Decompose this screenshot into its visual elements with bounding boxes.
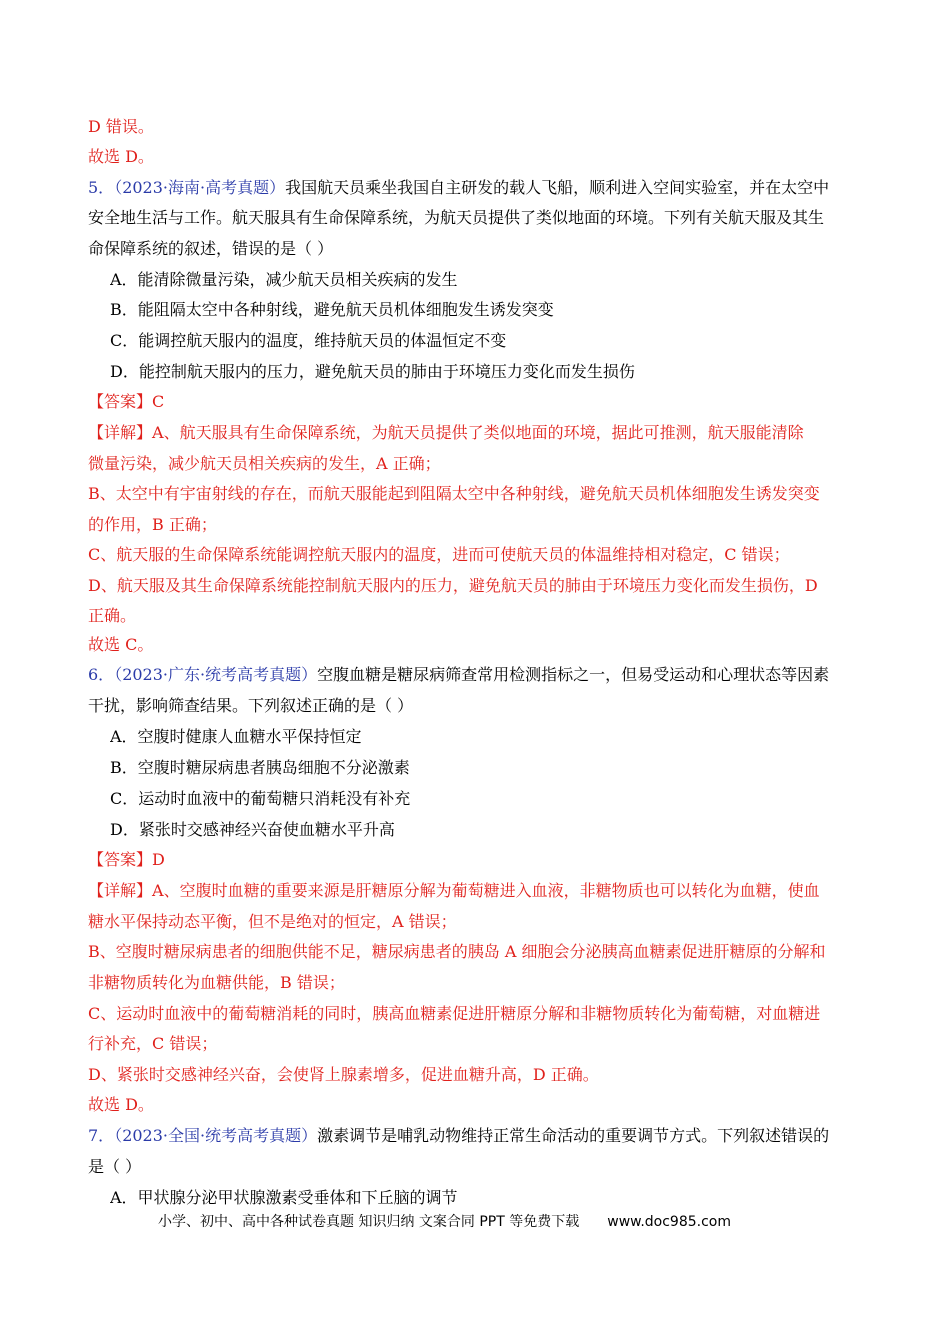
prev-conclusion: 故选 D。 — [88, 147, 154, 166]
q5-conclusion: 故选 C。 — [88, 635, 154, 654]
q7-text: 激素调节是哺乳动物维持正常生命活动的重要调节方式。下列叙述错误的 — [317, 1126, 830, 1145]
q6-explanation-line-1 — [88, 880, 868, 902]
explanation-tag: 【详解】 — [88, 423, 153, 442]
q6-explanation-line-7: D、紧张时交感神经兴奋，会使肾上腺素增多，促进血糖升高，D 正确。 — [88, 1065, 599, 1084]
explanation-text: A、航天服具有生命保障系统，为航天员提供了类似地面的环境，据此可推测，航天服能清除 — [152, 423, 804, 442]
explanation-tag: 【详解】 — [88, 881, 153, 900]
q7-stem-line-2: 是（ ） — [88, 1157, 142, 1176]
q5-explanation-line-2: 微量污染，减少航天员相关疾病的发生，A 正确； — [88, 454, 441, 473]
q5-answer — [88, 391, 868, 413]
q5-explanation-line-6: D、航天服及其生命保障系统能控制航天服内的压力，避免航天员的肺由于环境压力变化而发生损伤，D — [88, 576, 818, 595]
q5-explanation-line-7: 正确。 — [88, 606, 137, 625]
q6-option-b: B．空腹时糖尿病患者胰岛细胞不分泌激素 — [110, 758, 410, 777]
q5-explanation-line-5: C、航天服的生命保障系统能调控航天服内的温度，进而可使航天员的体温维持相对稳定，C 错误； — [88, 545, 790, 564]
footer-url[interactable]: www.doc985.com — [607, 1214, 731, 1230]
q7-source: （2023·全国·统考高考真题） — [114, 1126, 318, 1145]
q7-number: 7． — [88, 1126, 115, 1145]
q5-option-c: C．能调控航天服内的温度，维持航天员的体温恒定不变 — [110, 331, 507, 350]
page-footer — [158, 1212, 731, 1232]
q5-text: 我国航天员乘坐我国自主研发的载人飞船，顺利进入空间实验室，并在太空中 — [285, 178, 830, 197]
q7-option-a: A．甲状腺分泌甲状腺激素受垂体和下丘脑的调节 — [110, 1188, 458, 1207]
q6-stem-line-1 — [88, 664, 868, 686]
q6-answer — [88, 849, 868, 871]
explanation-text: A、空腹时血糖的重要来源是肝糖原分解为葡萄糖进入血液，非糖物质也可以转化为血糖，使血 — [152, 881, 820, 900]
answer-tag: 【答案】 — [88, 850, 153, 869]
q6-stem-line-2: 干扰，影响筛查结果。下列叙述正确的是（ ） — [88, 696, 414, 715]
q6-conclusion: 故选 D。 — [88, 1095, 154, 1114]
q6-explanation-line-3: B、空腹时糖尿病患者的细胞供能不足，糖尿病患者的胰岛 A 细胞会分泌胰高血糖素促进肝糖原的分解和 — [88, 942, 826, 961]
q5-option-b: B．能阻隔太空中各种射线，避免航天员机体细胞发生诱发突变 — [110, 300, 554, 319]
q6-option-c: C．运动时血液中的葡萄糖只消耗没有补充 — [110, 789, 411, 808]
q5-option-d: D．能控制航天服内的压力，避免航天员的肺由于环境压力变化而发生损伤 — [110, 362, 635, 381]
q6-explanation-line-6: 行补充，C 错误； — [88, 1034, 218, 1053]
q6-text: 空腹血糖是糖尿病筛查常用检测指标之一，但易受运动和心理状态等因素 — [317, 665, 830, 684]
answer-value: C — [152, 392, 165, 411]
answer-value: D — [152, 850, 165, 869]
q5-number: 5． — [88, 178, 115, 197]
q6-option-a: A．空腹时健康人血糖水平保持恒定 — [110, 727, 362, 746]
q6-number: 6． — [88, 665, 115, 684]
footer-text: 小学、初中、高中各种试卷真题 知识归纳 文案合同 PPT 等免费下载 — [158, 1214, 580, 1230]
q5-source: （2023·海南·高考真题） — [114, 178, 286, 197]
prev-answer-tail: D 错误。 — [88, 117, 154, 136]
q6-explanation-line-2: 糖水平保持动态平衡，但不是绝对的恒定，A 错误； — [88, 912, 457, 931]
q5-explanation-line-1 — [88, 422, 868, 444]
q5-stem-line-2: 安全地生活与工作。航天服具有生命保障系统，为航天员提供了类似地面的环境。下列有关航天服及其生 — [88, 208, 825, 227]
q6-explanation-line-5: C、运动时血液中的葡萄糖消耗的同时，胰高血糖素促进肝糖原分解和非糖物质转化为葡萄糖，对血糖进 — [88, 1004, 821, 1023]
q6-explanation-line-4: 非糖物质转化为血糖供能，B 错误； — [88, 973, 345, 992]
q5-stem-line-3: 命保障系统的叙述，错误的是（ ） — [88, 239, 334, 258]
answer-tag: 【答案】 — [88, 392, 153, 411]
q7-stem-line-1 — [88, 1125, 868, 1147]
q6-source: （2023·广东·统考高考真题） — [114, 665, 318, 684]
q5-option-a: A．能清除微量污染，减少航天员相关疾病的发生 — [110, 270, 458, 289]
q6-option-d: D．紧张时交感神经兴奋使血糖水平升高 — [110, 820, 395, 839]
q5-stem-line-1 — [88, 177, 868, 199]
q5-explanation-line-3: B、太空中有宇宙射线的存在，而航天服能起到阻隔太空中各种射线，避免航天员机体细胞发生诱发突变 — [88, 484, 820, 503]
q5-explanation-line-4: 的作用，B 正确； — [88, 515, 217, 534]
